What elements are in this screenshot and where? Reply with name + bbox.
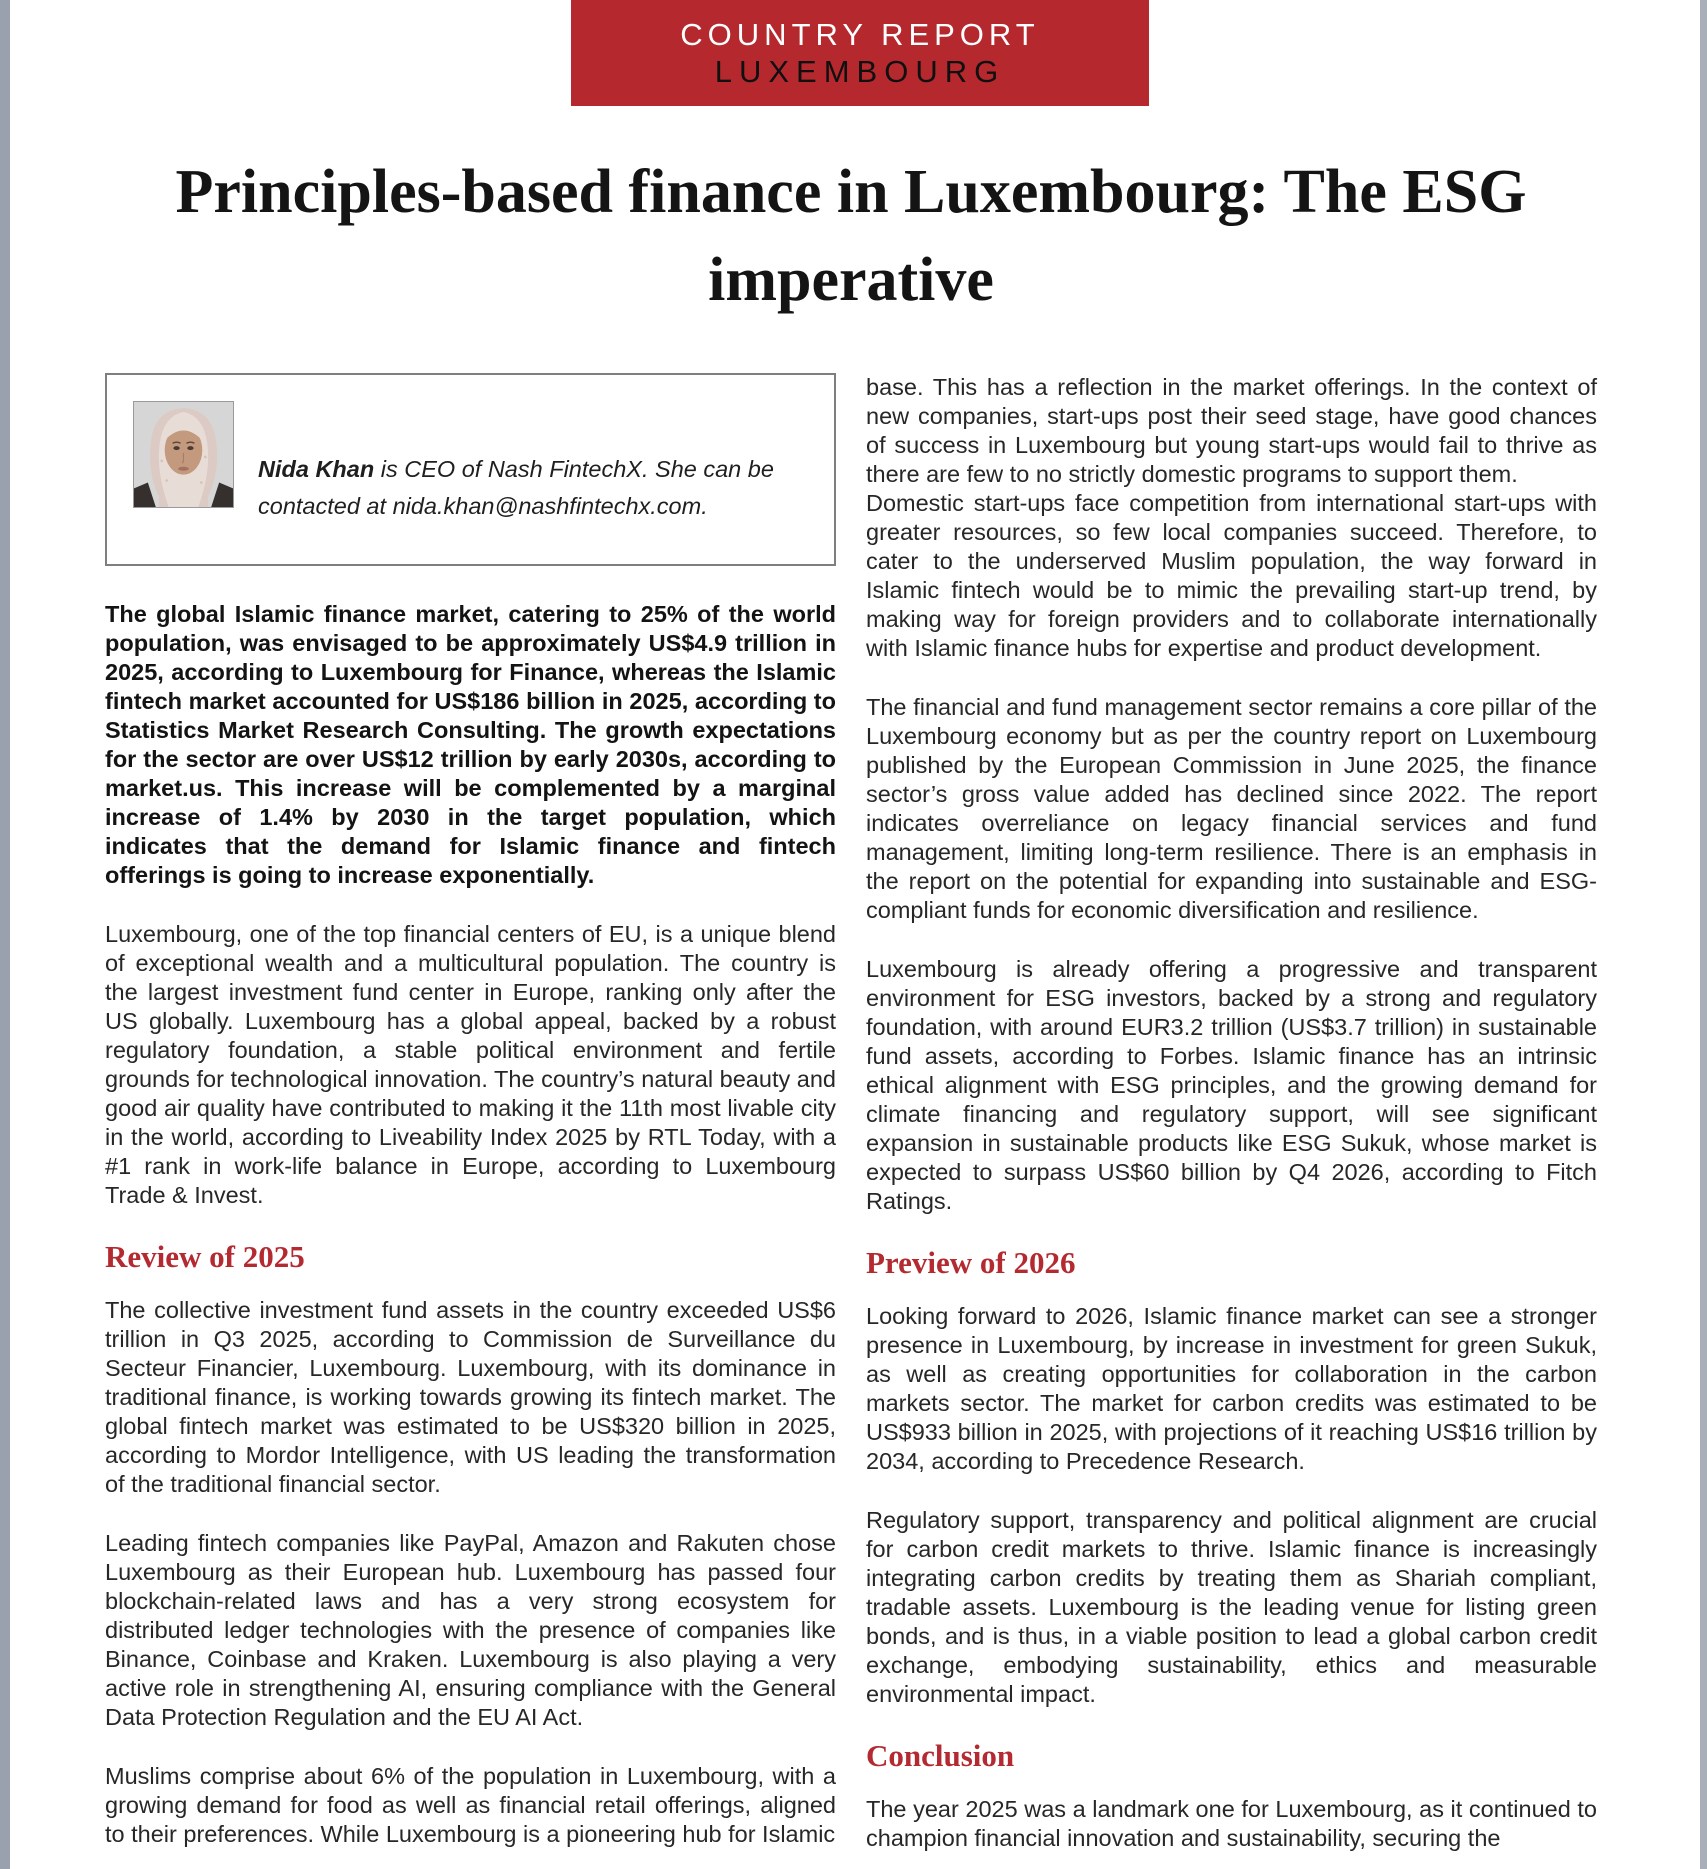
paragraph-financial-sector: The financial and fund management sector remains a core pillar of the Luxembourg economy but as per the country report on Luxembourg published by the European Commission in June 2025, the finance sector’s gross value added has declined since 2022. The report indicates overreliance on legacy financial services and fund management, limiting long-term resilience. There is an emphasis in the report on the potential for expanding into sustainable and ESG-compliant funds for economic diversification and resilience. [866, 694, 1597, 923]
author-bio [258, 451, 808, 525]
paragraph-2026-outlook: Looking forward to 2026, Islamic finance market can see a stronger presence in Luxembourg, by increase in investment for green Sukuk, as well as creating opportunities for collaboration in the carbon markets sector. The market for carbon credits was estimated to be US$933 billion in 2025, with projections of it reaching US$16 trillion by 2034, according to Precedence Research. [866, 1303, 1597, 1474]
portrait-illustration [134, 402, 233, 507]
paragraph-conclusion: The year 2025 was a landmark one for Luxembourg, as it continued to champion financial innovation and sustainability, securing the [866, 1796, 1597, 1851]
report-banner [571, 0, 1149, 106]
author-name: Nida Khan [258, 456, 375, 482]
article-title: Principles-based finance in Luxembourg: The ESG imperative [175, 158, 1527, 314]
banner-kicker: COUNTRY REPORT [680, 17, 1040, 52]
left-column [105, 373, 836, 1869]
paragraph-esg-environment: Luxembourg is already offering a progressive and transparent environment for ESG investors, backed by a strong and regulatory foundation, with around EUR3.2 trillion (US$3.7 trillion) in sustainable fund assets, according to Forbes. Islamic finance has an intrinsic ethical alignment with ESG principles, and the growing demand for climate financing and regulatory support, will see significant expansion in sustainable products like ESG Sukuk, whose market is expected to surpass US$60 billion by Q4 2026, according to Fitch Ratings. [866, 956, 1597, 1214]
paragraph-luxembourg-overview: Luxembourg, one of the top financial centers of EU, is a unique blend of exceptional wealth and a multicultural population. The country is the largest investment fund center in Europe, ranking only after the US globally. Luxembourg has a global appeal, backed by a robust regulatory foundation, a stable political environment and fertile grounds for technological innovation. The country’s natural beauty and good air quality have contributed to making it the 11th most livable city in the world, according to Liveability Index 2025 by RTL Today, with a #1 rank in work-life balance in Europe, according to Luxembourg Trade & Invest. [105, 921, 836, 1208]
right-column [866, 373, 1597, 1869]
section-heading-review-2025: Review of 2025 [105, 1239, 305, 1274]
author-box [105, 373, 836, 566]
paragraph-muslim-population: Muslims comprise about 6% of the population in Luxembourg, with a growing demand for food as well as financial retail offerings, aligned to their preferences. While Luxembourg is a pioneering hub for Islamic [105, 1763, 836, 1847]
paragraph-startups-2: Domestic start-ups face competition from international start-ups with greater resources, so few local companies succeed. Therefore, to cater to the underserved Muslim population, the way forward in Islamic fintech would be to mimic the prevailing start-up trend, by making way for foreign providers and to collaborate internationally with Islamic finance hubs for expertise and product development. [866, 490, 1597, 661]
banner-country: LUXEMBOURG [714, 54, 1006, 89]
paragraph-fintech-companies: Leading fintech companies like PayPal, Amazon and Rakuten chose Luxembourg as their European hub. Luxembourg has passed four blockchain-related laws and has a very strong ecosystem for distributed ledger technologies with the presence of companies like Binance, Coinbase and Kraken. Luxembourg is also playing a very active role in strengthening AI, ensuring compliance with the General Data Protection Regulation and the EU AI Act. [105, 1530, 836, 1730]
section-heading-conclusion: Conclusion [866, 1738, 1015, 1773]
author-photo [133, 401, 234, 508]
intro-paragraph: The global Islamic finance market, catering to 25% of the world population, was envisaged to be approximately US$4.9 trillion in 2025, according to Luxembourg for Finance, whereas the Islamic fintech market accounted for US$186 billion in 2025, according to Statistics Market Research Consulting. The growth expectations for the sector are over US$12 trillion by early 2030s, according to market.us. This increase will be complemented by a marginal increase of 1.4% by 2030 in the target population, which indicates that the demand for Islamic finance and fintech offerings is going to increase exponentially. [105, 601, 836, 888]
article-body [105, 373, 1597, 1869]
section-heading-preview-2026: Preview of 2026 [866, 1245, 1076, 1280]
page-edge-right [1700, 0, 1707, 1869]
paragraph-startups-1: base. This has a reflection in the market offerings. In the context of new companies, start-ups post their seed stage, have good chances of success in Luxembourg but young start-ups would fail to thrive as there are few to no strictly domestic programs to support them. [866, 374, 1597, 487]
page-edge-left [0, 0, 10, 1869]
paragraph-fund-assets: The collective investment fund assets in the country exceeded US$6 trillion in Q3 2025, according to Commission de Surveillance du Secteur Financier, Luxembourg. Luxembourg, with its dominance in traditional finance, is working towards growing its fintech market. The global fintech market was estimated to be US$320 billion in 2025, according to Mordor Intelligence, with US leading the transformation of the traditional financial sector. [105, 1297, 836, 1497]
author-bio-text: is CEO of Nash FintechX. She can be contacted at nida.khan@nashfintechx.com. [258, 456, 774, 519]
paragraph-carbon-credits: Regulatory support, transparency and political alignment are crucial for carbon credit markets to thrive. Islamic finance is increasingly integrating carbon credits by treating them as Shariah compliant, tradable assets. Luxembourg is the leading venue for listing green bonds, and is thus, in a viable position to lead a global carbon credit exchange, embodying sustainability, ethics and measurable environmental impact. [866, 1507, 1597, 1707]
